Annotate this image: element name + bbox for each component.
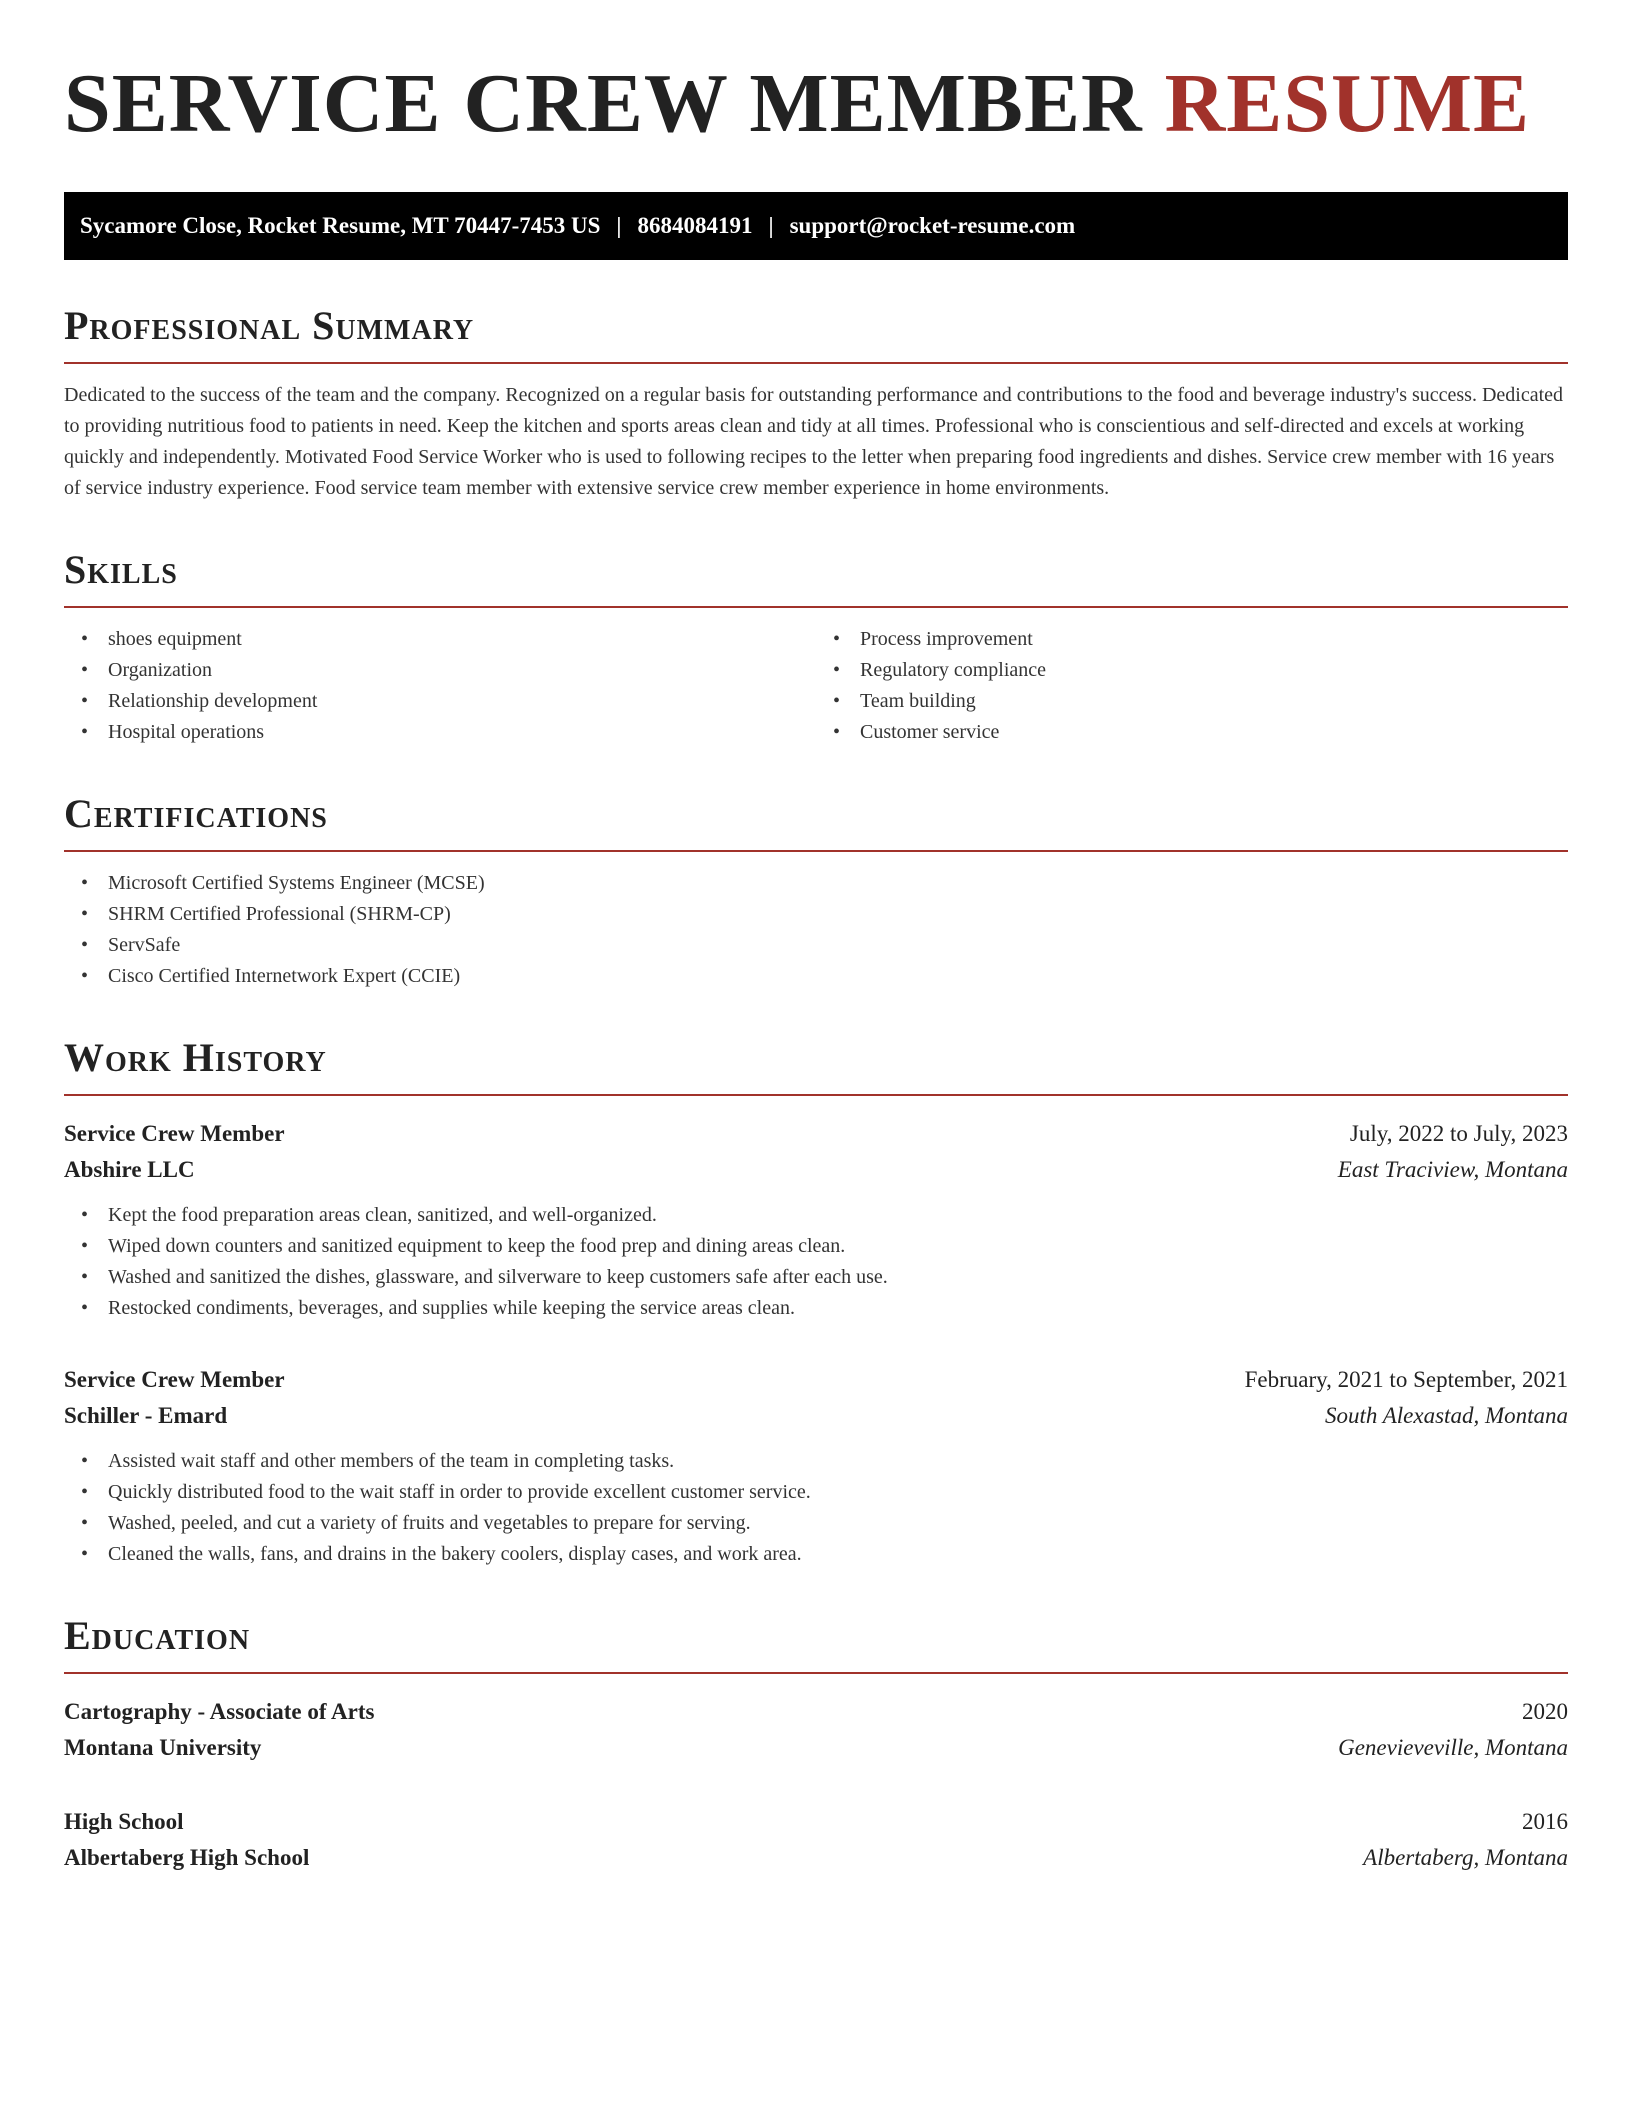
job-duties-list — [64, 1446, 1568, 1570]
section-divider — [64, 606, 1568, 608]
section-divider — [64, 1672, 1568, 1674]
education-location: Albertaberg, Montana — [1363, 1845, 1568, 1870]
certification-item: • ServSafe — [64, 930, 1568, 961]
skill-item: • shoes equipment — [64, 624, 816, 655]
education-degree-row — [64, 1804, 1568, 1840]
skills-list-right — [816, 624, 1568, 748]
education-section — [64, 1614, 1568, 1876]
section-divider — [64, 850, 1568, 852]
education-school: Albertaberg High School — [64, 1845, 310, 1870]
contact-separator: | — [616, 213, 622, 238]
skills-list-left — [64, 624, 816, 748]
job-company-row — [64, 1398, 1568, 1434]
job-company: Abshire LLC — [64, 1157, 195, 1182]
job-duty: • Kept the food preparation areas clean, sanitized, and well-organized. — [64, 1200, 1568, 1231]
job-company: Schiller - Emard — [64, 1403, 228, 1428]
job-entry — [64, 1362, 1568, 1570]
section-divider — [64, 362, 1568, 364]
skill-item: • Customer service — [816, 717, 1568, 748]
certification-item: • Microsoft Certified Systems Engineer (MCSE) — [64, 868, 1568, 899]
contact-separator: | — [768, 213, 774, 238]
education-degree: Cartography - Associate of Arts — [64, 1699, 375, 1724]
skill-item: • Regulatory compliance — [816, 655, 1568, 686]
job-location: East Traciview, Montana — [1337, 1157, 1568, 1182]
job-duty: • Restocked condiments, beverages, and supplies while keeping the service areas clean. — [64, 1293, 1568, 1324]
job-location: South Alexastad, Montana — [1325, 1403, 1568, 1428]
skill-item: • Relationship development — [64, 686, 816, 717]
skill-item: • Hospital operations — [64, 717, 816, 748]
contact-phone[interactable]: 8684084191 — [637, 213, 753, 238]
certifications-list — [64, 868, 1568, 992]
summary-heading: Professional Summary — [64, 303, 475, 348]
job-title: Service Crew Member — [64, 1367, 285, 1392]
job-duty: • Quickly distributed food to the wait staff in order to provide excellent customer service. — [64, 1477, 1568, 1508]
education-school-row — [64, 1730, 1568, 1766]
job-title: Service Crew Member — [64, 1121, 285, 1146]
contact-email[interactable]: support@rocket-resume.com — [789, 213, 1076, 238]
education-degree-row — [64, 1694, 1568, 1730]
job-duty: • Cleaned the walls, fans, and drains in the bakery coolers, display cases, and work area. — [64, 1539, 1568, 1570]
skills-grid — [64, 624, 1568, 748]
job-duties-list — [64, 1200, 1568, 1324]
title-accent: RESUME — [1164, 57, 1531, 150]
education-entry — [64, 1804, 1568, 1876]
certification-item: • Cisco Certified Internetwork Expert (CCIE) — [64, 961, 1568, 992]
summary-section — [64, 304, 1568, 504]
certification-item: • SHRM Certified Professional (SHRM-CP) — [64, 899, 1568, 930]
job-duty: • Assisted wait staff and other members of the team in completing tasks. — [64, 1446, 1568, 1477]
work-history-section — [64, 1036, 1568, 1570]
education-degree: High School — [64, 1809, 184, 1834]
section-divider — [64, 1094, 1568, 1096]
job-duty: • Washed and sanitized the dishes, glassware, and silverware to keep customers safe after each use. — [64, 1262, 1568, 1293]
education-year: 2016 — [1522, 1809, 1568, 1834]
education-heading: Education — [64, 1613, 251, 1658]
education-school-row — [64, 1840, 1568, 1876]
education-location: Genevieveville, Montana — [1338, 1735, 1568, 1760]
resume-title — [64, 58, 1568, 150]
title-main: SERVICE CREW MEMBER — [64, 57, 1143, 150]
education-entry — [64, 1694, 1568, 1766]
skill-item: • Process improvement — [816, 624, 1568, 655]
job-header-row — [64, 1116, 1568, 1152]
job-header-row — [64, 1362, 1568, 1398]
certifications-heading: Certifications — [64, 791, 328, 836]
education-school: Montana University — [64, 1735, 262, 1760]
certifications-section — [64, 792, 1568, 992]
education-year: 2020 — [1522, 1699, 1568, 1724]
work-history-heading: Work History — [64, 1035, 327, 1080]
contact-address: Sycamore Close, Rocket Resume, MT 70447-7453 US — [80, 213, 601, 238]
job-company-row — [64, 1152, 1568, 1188]
job-dates: July, 2022 to July, 2023 — [1349, 1121, 1568, 1146]
summary-text: Dedicated to the success of the team and the company. Recognized on a regular basis for outstanding performance and contributions to the food and beverage industry's success. Dedicated to providing nutritious food to patients in need. Keep the kitchen and sports areas clean and tidy at all times. Professional who is conscientious and self-directed and excels at working quickly and independently. Motivated Food Service Worker who is used to following recipes to the letter when preparing food ingredients and dishes. Service crew member with 16 years of service industry experience. Food service team member with extensive service crew member experience in home environments. — [64, 384, 1564, 499]
job-dates: February, 2021 to September, 2021 — [1244, 1367, 1568, 1392]
job-duty: • Wiped down counters and sanitized equipment to keep the food prep and dining areas clean. — [64, 1231, 1568, 1262]
job-duty: • Washed, peeled, and cut a variety of fruits and vegetables to prepare for serving. — [64, 1508, 1568, 1539]
contact-bar — [64, 192, 1568, 260]
skills-heading: Skills — [64, 547, 178, 592]
skills-section — [64, 548, 1568, 748]
job-entry — [64, 1116, 1568, 1324]
skill-item: • Organization — [64, 655, 816, 686]
skill-item: • Team building — [816, 686, 1568, 717]
